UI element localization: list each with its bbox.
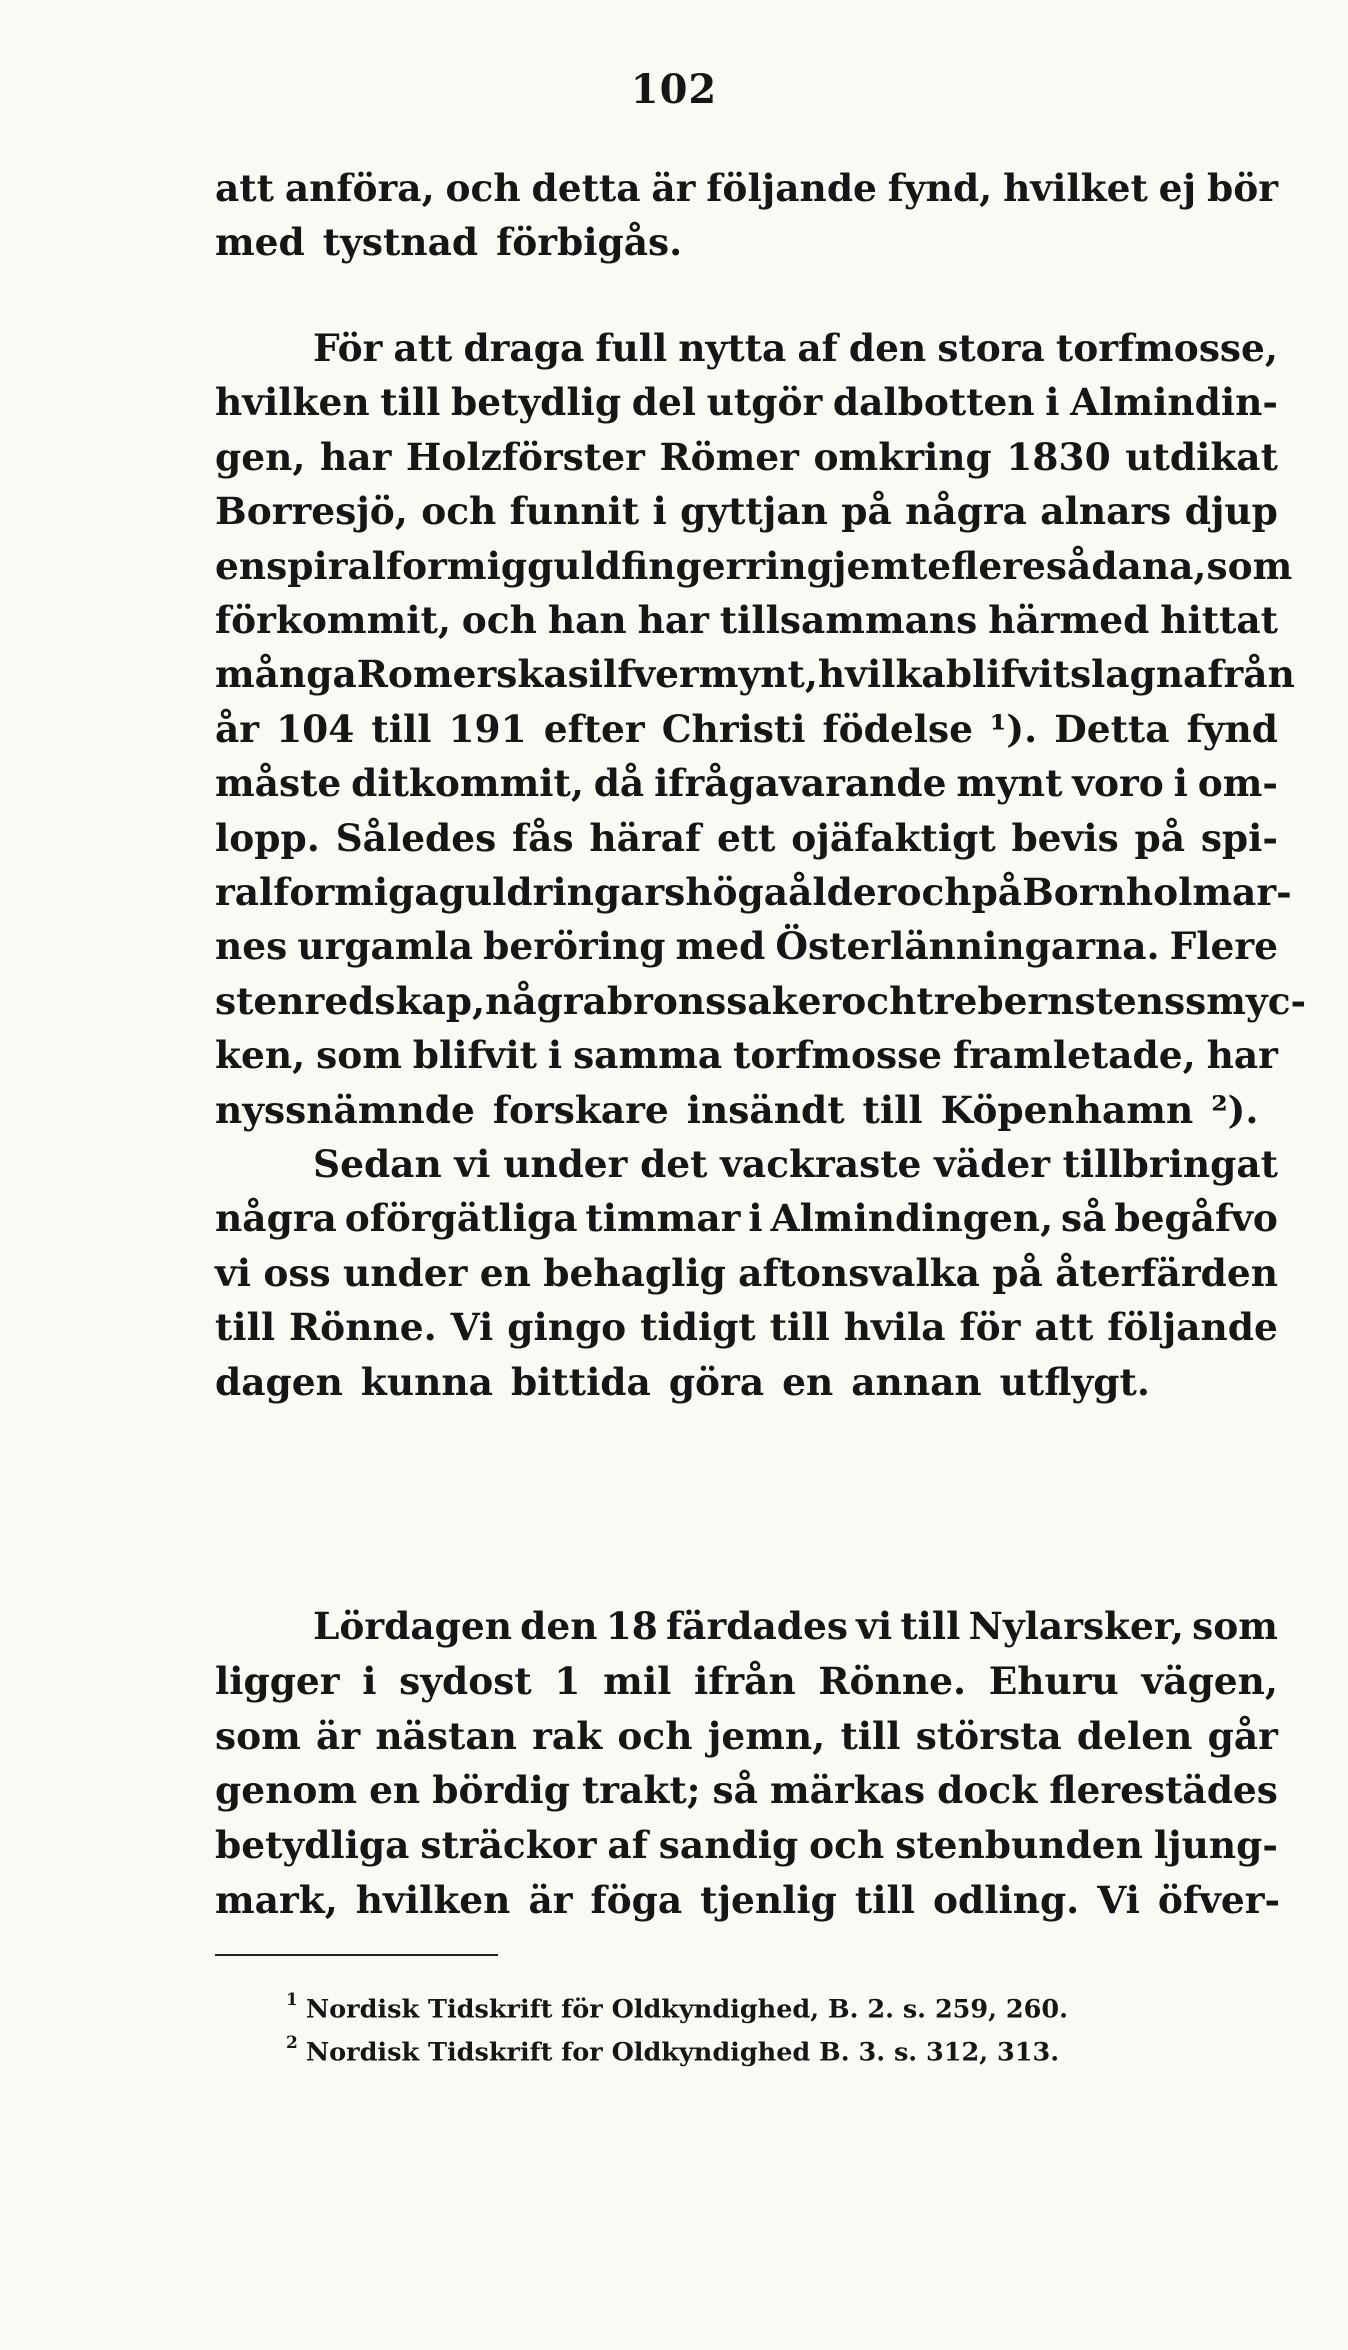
text-line: För att draga full nytta af den stora torfmosse, (313, 326, 1278, 370)
text-line: genom en bördig trakt; så märkas dock flerestädes (215, 1768, 1278, 1813)
text-line: betydliga sträckor af sandig och stenbunden ljung- (215, 1823, 1278, 1868)
text-line: en spiralformig guldfingerring jemte flere sådana, som (215, 543, 1293, 588)
footnote-1: $^1$ Nordisk Tidskrift för Oldkyndighed, B. 2. s. 259, 260. (286, 1990, 1069, 2025)
text-line: ligger i sydost 1 mil ifrån Rönne. Ehuru vägen, (215, 1658, 1278, 1703)
text-line: till Rönne. Vi gingo tidigt till hvila för att följande (215, 1305, 1278, 1350)
text-line: ralformiga guldringars höga ålder och på Bornholmar- (215, 870, 1292, 914)
text-line: dagen kunna bittida göra en annan utflygt. (215, 1359, 1150, 1404)
text-line: att anföra, och detta är följande fynd, hvilket ej bör (215, 166, 1278, 210)
footnote-rule (215, 1954, 498, 1956)
text-line: år 104 till 191 efter Christi födelse ¹). Detta fynd (215, 706, 1278, 751)
text-line: många Romerska silfvermynt, hvilka blifvit slagna från (215, 652, 1295, 697)
text-line: nes urgamla beröring med Österlänningarna. Flere (215, 924, 1278, 969)
text-line: vi oss under en behaglig aftonsvalka på återfärden (215, 1250, 1278, 1295)
text-line: Sedan vi under det vackraste väder tillbringat (313, 1142, 1278, 1186)
text-line: som är nästan rak och jemn, till största delen går (215, 1713, 1278, 1758)
text-line: förkommit, och han har tillsammans härmed hittat (215, 598, 1278, 642)
text-line: mark, hvilken är föga tjenlig till odling. Vi öfver- (215, 1878, 1281, 1922)
text-line: med tystnad förbigås. (215, 220, 683, 265)
text-line: måste ditkommit, då ifrågavarande mynt voro i om- (215, 761, 1278, 806)
text-line: lopp. Således fås häraf ett ojäfaktigt bevis på spi- (215, 815, 1278, 860)
text-line: gen, har Holzförster Römer omkring 1830 utdikat (215, 434, 1278, 479)
page-number: 102 (630, 66, 718, 113)
bleed-through (215, 1490, 1278, 1540)
text-line: ken, som blifvit i samma torfmosse framletade, har (215, 1033, 1278, 1078)
text-line: stenredskap, några bronssaker och tre bernstenssmyc- (215, 978, 1307, 1023)
text-line: Borresjö, och funnit i gyttjan på några alnars djup (215, 489, 1278, 534)
text-line: några oförgätliga timmar i Almindingen, så begåfvo (215, 1196, 1278, 1241)
text-line: nyssnämnde forskare insändt till Köpenhamn ²). (215, 1087, 1259, 1132)
text-line: Lördagen den 18 färdades vi till Nylarsker, som (313, 1604, 1278, 1648)
footnote-2: $^2$ Nordisk Tidskrift for Oldkyndighed B. 3. s. 312, 313. (286, 2033, 1060, 2068)
text-line: hvilken till betydlig del utgör dalbotten i Almindin- (215, 380, 1278, 425)
